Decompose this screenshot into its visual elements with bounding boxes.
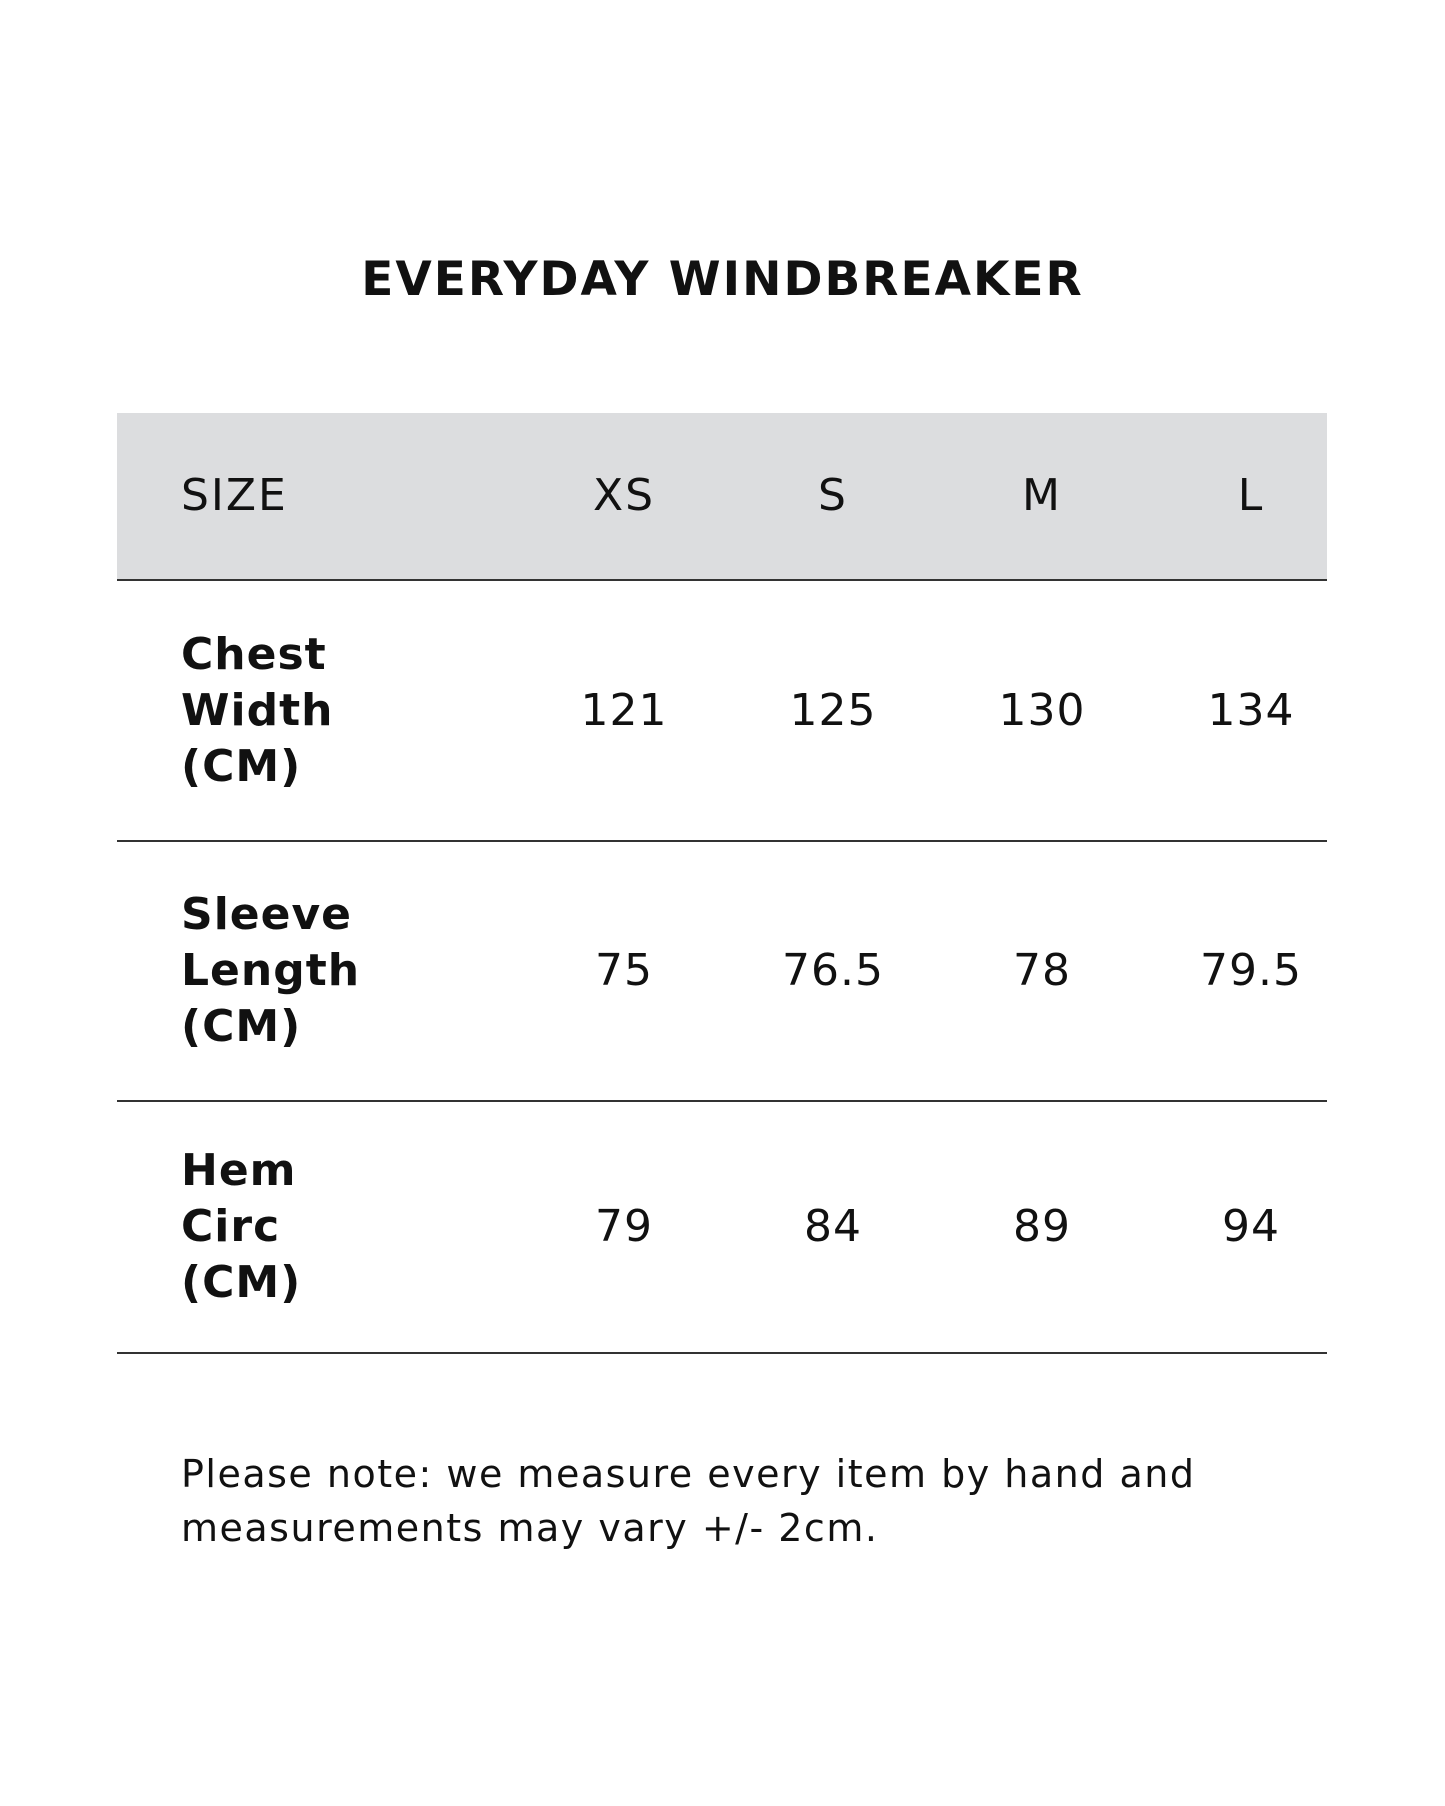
cell-value: 94 [1222, 1201, 1280, 1252]
page-title: EVERYDAY WINDBREAKER [361, 252, 1084, 307]
cell-value: 76.5 [782, 945, 884, 996]
cell-value: 79 [595, 1201, 653, 1252]
size-chart-table [117, 413, 1327, 1354]
row-label: Hem Circ (CM) [181, 1145, 302, 1308]
table-header-row [117, 413, 1327, 581]
cell-value: 121 [580, 684, 668, 736]
header-size-s: S [818, 470, 848, 521]
cell-value: 89 [1013, 1201, 1071, 1252]
measurement-note: Please note: we measure every item by hand and measurements may vary +/- 2cm. [181, 1452, 1196, 1550]
row-label: Chest Width (CM) [181, 628, 334, 792]
header-size-m: M [1022, 470, 1062, 521]
cell-value: 75 [595, 945, 653, 996]
cell-value: 130 [998, 684, 1086, 736]
header-size-xs: XS [592, 470, 656, 521]
cell-value: 84 [804, 1201, 862, 1252]
row-label: Sleeve Length (CM) [181, 889, 361, 1052]
table-row-chest-width [117, 581, 1327, 842]
cell-value: 125 [789, 684, 877, 736]
cell-value: 134 [1207, 684, 1295, 736]
table-row-sleeve-length [117, 842, 1327, 1102]
cell-value: 79.5 [1200, 945, 1302, 996]
table-row-hem-circ [117, 1102, 1327, 1354]
header-size-l: L [1237, 470, 1265, 521]
cell-value: 78 [1013, 945, 1071, 996]
header-size-label: SIZE [181, 470, 288, 521]
